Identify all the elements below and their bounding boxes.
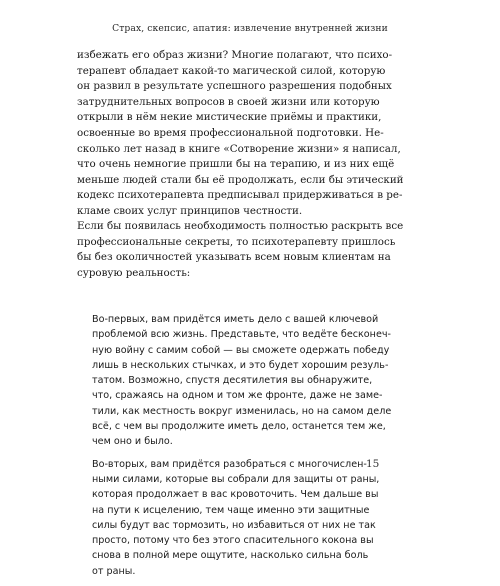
text-line: Если бы появилась необходимость полностью раскрыть все [77,220,404,232]
text-line: снова в полной мере ощутите, насколько сильна боль [92,550,369,562]
text-line: бы без околичностей указывать всем новым клиентам на [77,251,391,264]
text-line: открыли в нём некие мистические приёмы и практики, [77,111,382,124]
text-line: проблемой всю жизнь. Представьте, что ведёте бесконеч- [92,329,391,341]
text-line: от раны. [92,565,136,577]
text-line: на пути к исцелению, тем чаще именно эти защитные [92,504,370,516]
text-line: Во-вторых, вам придётся разобраться с многочислен- [92,458,367,470]
paragraph-intro [77,219,407,281]
text-line: избежать его образ жизни? Многие полагают, что психо- [77,49,393,61]
text-line: всё, с чем вы продолжите иметь дело, останется тем же, [92,421,386,433]
quote-paragraph-second [92,457,396,579]
text-line: что, сражаясь на одном и том же фронте, даже не заме- [92,390,383,402]
text-line: суровую реальность: [77,266,191,279]
text-line: лишь в нескольких стычках, и это будет хорошим резуль- [92,359,389,371]
text-line: затруднительных вопросов в своей жизни или которую [77,95,380,108]
text-line: ными силами, которые вы собрали для защиты от раны, [92,473,380,485]
text-line: кламе своих услуг принципов честности. [77,204,303,217]
text-line: тили, как местность вокруг изменилась, но на самом деле [92,405,392,417]
paragraph-continuation [77,48,407,220]
text-line: чем оно и было. [92,436,173,448]
text-line: сколько лет назад в книге «Сотворение жизни» я написал, [77,142,401,155]
text-line: просто, потому что без этого спасительного кокона вы [92,535,374,547]
block-quote [92,312,396,586]
text-line: терапевт обладает какой-то магической силой, которую [77,64,386,77]
running-head: Страх, скепсис, апатия: извлечение внутренней жизни [112,23,388,34]
quote-paragraph-first [92,312,396,450]
text-line: меньше людей стали бы её продолжать, если бы этический [77,173,404,186]
text-line: освоенные во время профессиональной подготовки. Не- [77,126,384,139]
text-line: татом. Возможно, спустя десятилетия вы обнаружите, [92,375,373,387]
text-line: силы будут вас тормозить, но избавиться от них не так [92,519,376,531]
text-line: он развил в результате успешного разрешения подобных [77,80,392,93]
text-line: что очень немногие пришли бы на терапию, и из них ещё [77,158,395,171]
paragraph [77,48,407,220]
page-number: 15 [366,458,380,470]
paragraph [77,219,407,281]
text-line: ную войну с самим собой — вы сможете одержать победу [92,344,390,356]
text-line: Во-первых, вам придётся иметь дело с вашей ключевой [92,314,379,325]
text-line: кодекс психотерапевта предписывал придерживаться в ре- [77,189,403,202]
text-line: которая продолжает в вас кровоточить. Чем дальше вы [92,489,379,501]
text-line: профессиональные секреты, то психотерапевту пришлось [77,235,396,248]
